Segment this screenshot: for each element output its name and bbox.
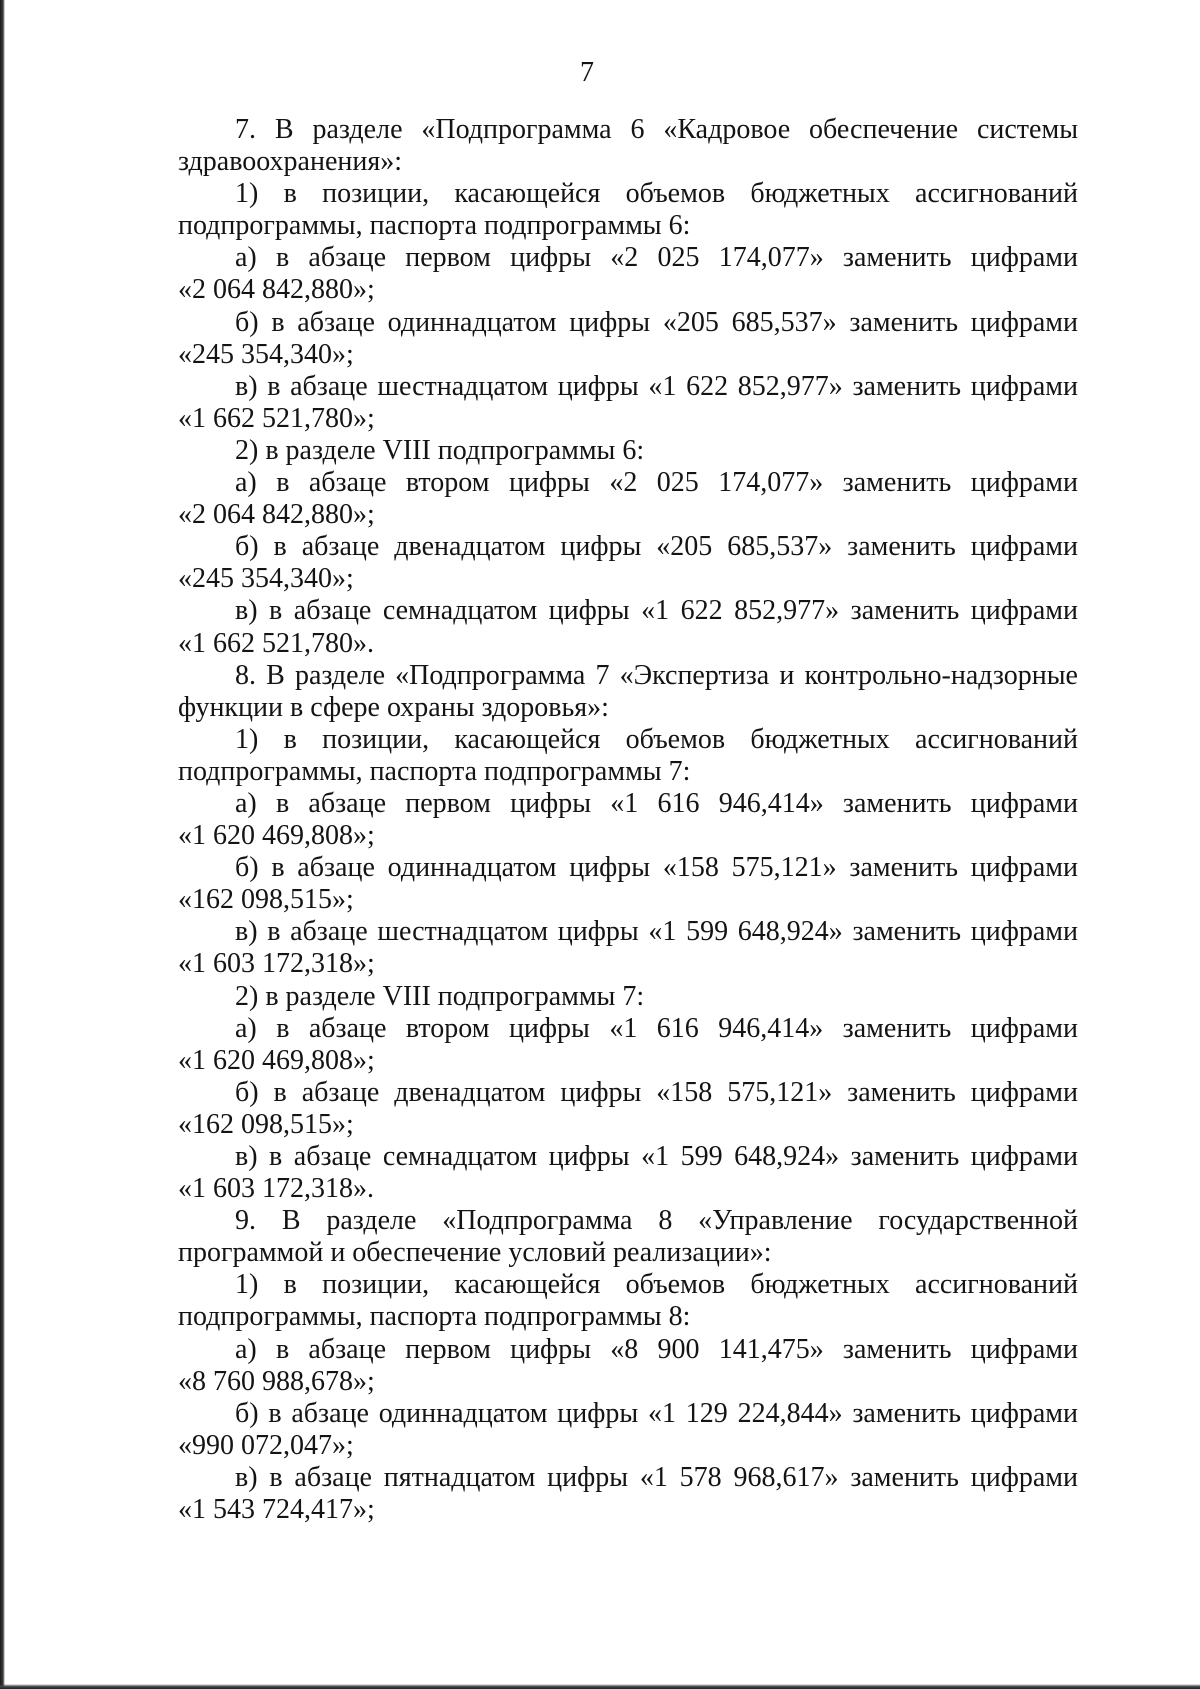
text-line: 2) в разделе VIII подпрограммы 7: bbox=[235, 980, 645, 1012]
paragraph-item bbox=[178, 724, 1078, 788]
paragraph-subitem bbox=[178, 1077, 1078, 1141]
text-line: «1 662 521,780». bbox=[178, 627, 374, 659]
text-line: здравоохранения»: bbox=[178, 146, 403, 178]
text-line: а) в абзаце втором цифры «2 025 174,077» заменить цифрами bbox=[235, 467, 1078, 499]
text-line: а) в абзаце первом цифры «1 616 946,414» заменить цифрами bbox=[235, 787, 1078, 819]
text-line: «1 603 172,318». bbox=[178, 1173, 374, 1205]
text-line: б) в абзаце двенадцатом цифры «158 575,121» заменить цифрами bbox=[235, 1076, 1078, 1108]
paragraph-item bbox=[178, 178, 1078, 242]
text-line: «2 064 842,880»; bbox=[178, 274, 375, 306]
text-line: б) в абзаце одиннадцатом цифры «158 575,121» заменить цифрами bbox=[235, 852, 1078, 884]
paragraph-subitem bbox=[178, 1013, 1078, 1077]
text-line: 1) в позиции, касающейся объемов бюджетных ассигнований bbox=[235, 1269, 1078, 1301]
paragraph-item bbox=[178, 981, 1078, 1013]
document-body bbox=[178, 114, 1078, 1526]
paragraph-subitem bbox=[178, 1334, 1078, 1398]
paragraph-subitem bbox=[178, 1462, 1078, 1526]
text-line: «162 098,515»; bbox=[178, 884, 354, 916]
text-line: в) в абзаце семнадцатом цифры «1 622 852,977» заменить цифрами bbox=[235, 595, 1078, 627]
text-line: «990 072,047»; bbox=[178, 1429, 354, 1461]
text-line: «245 354,340»; bbox=[178, 563, 354, 595]
text-line: «8 760 988,678»; bbox=[178, 1365, 375, 1397]
text-line: 1) в позиции, касающейся объемов бюджетных ассигнований bbox=[235, 178, 1078, 210]
text-line: в) в абзаце семнадцатом цифры «1 599 648,924» заменить цифрами bbox=[235, 1141, 1078, 1172]
paragraph-item bbox=[178, 435, 1078, 467]
paragraph-subitem bbox=[178, 916, 1078, 980]
paragraph-subitem bbox=[178, 1141, 1078, 1205]
text-line: 1) в позиции, касающейся объемов бюджетных ассигнований bbox=[235, 723, 1078, 755]
text-line: 9. В разделе «Подпрограмма 8 «Управление государственной bbox=[235, 1205, 1078, 1237]
text-line: подпрограммы, паспорта подпрограммы 8: bbox=[178, 1301, 691, 1333]
text-line: подпрограммы, паспорта подпрограммы 7: bbox=[178, 755, 691, 787]
text-line: б) в абзаце одиннадцатом цифры «1 129 224,844» заменить цифрами bbox=[235, 1397, 1078, 1429]
text-line: а) в абзаце первом цифры «8 900 141,475» заменить цифрами bbox=[235, 1333, 1078, 1365]
text-line: функции в сфере охраны здоровья»: bbox=[178, 691, 609, 723]
paragraph-section-7 bbox=[178, 114, 1078, 178]
text-line: «2 064 842,880»; bbox=[178, 499, 375, 531]
scan-edge-left bbox=[0, 0, 5, 1689]
paragraph-subitem bbox=[178, 595, 1078, 659]
text-line: «1 620 469,808»; bbox=[178, 1044, 375, 1076]
paragraph-subitem bbox=[178, 242, 1078, 306]
text-line: в) в абзаце шестнадцатом цифры «1 599 648,924» заменить цифрами bbox=[235, 916, 1078, 948]
scan-edge-bottom bbox=[0, 1684, 1200, 1689]
text-line: «245 354,340»; bbox=[178, 338, 354, 370]
text-line: «162 098,515»; bbox=[178, 1108, 354, 1140]
text-line: 2) в разделе VIII подпрограммы 6: bbox=[235, 434, 645, 466]
paragraph-item bbox=[178, 1269, 1078, 1333]
text-line: «1 543 724,417»; bbox=[178, 1494, 375, 1526]
page-number: 7 bbox=[580, 57, 594, 88]
paragraph-subitem bbox=[178, 852, 1078, 916]
paragraph-subitem bbox=[178, 1398, 1078, 1462]
text-line: в) в абзаце пятнадцатом цифры «1 578 968,617» заменить цифрами bbox=[235, 1461, 1078, 1493]
paragraph-subitem bbox=[178, 307, 1078, 371]
text-line: «1 620 469,808»; bbox=[178, 820, 375, 852]
text-line: программой и обеспечение условий реализации»: bbox=[178, 1237, 772, 1269]
text-line: а) в абзаце первом цифры «2 025 174,077» заменить цифрами bbox=[235, 242, 1078, 274]
paragraph-subitem bbox=[178, 371, 1078, 435]
text-line: а) в абзаце втором цифры «1 616 946,414» заменить цифрами bbox=[235, 1012, 1078, 1044]
text-line: б) в абзаце одиннадцатом цифры «205 685,537» заменить цифрами bbox=[235, 306, 1078, 338]
text-line: «1 603 172,318»; bbox=[178, 948, 375, 980]
text-line: «1 662 521,780»; bbox=[178, 402, 375, 434]
paragraph-subitem bbox=[178, 788, 1078, 852]
paragraph-section-8 bbox=[178, 660, 1078, 724]
text-line: б) в абзаце двенадцатом цифры «205 685,537» заменить цифрами bbox=[235, 531, 1078, 563]
text-line: в) в абзаце шестнадцатом цифры «1 622 852,977» заменить цифрами bbox=[235, 370, 1078, 402]
paragraph-subitem bbox=[178, 531, 1078, 595]
text-line: 7. В разделе «Подпрограмма 6 «Кадровое обеспечение системы bbox=[235, 114, 1078, 145]
paragraph-section-9 bbox=[178, 1205, 1078, 1269]
text-line: 8. В разделе «Подпрограмма 7 «Экспертиза и контрольно-надзорные bbox=[235, 659, 1078, 691]
text-line: подпрограммы, паспорта подпрограммы 6: bbox=[178, 210, 691, 242]
paragraph-subitem bbox=[178, 467, 1078, 531]
